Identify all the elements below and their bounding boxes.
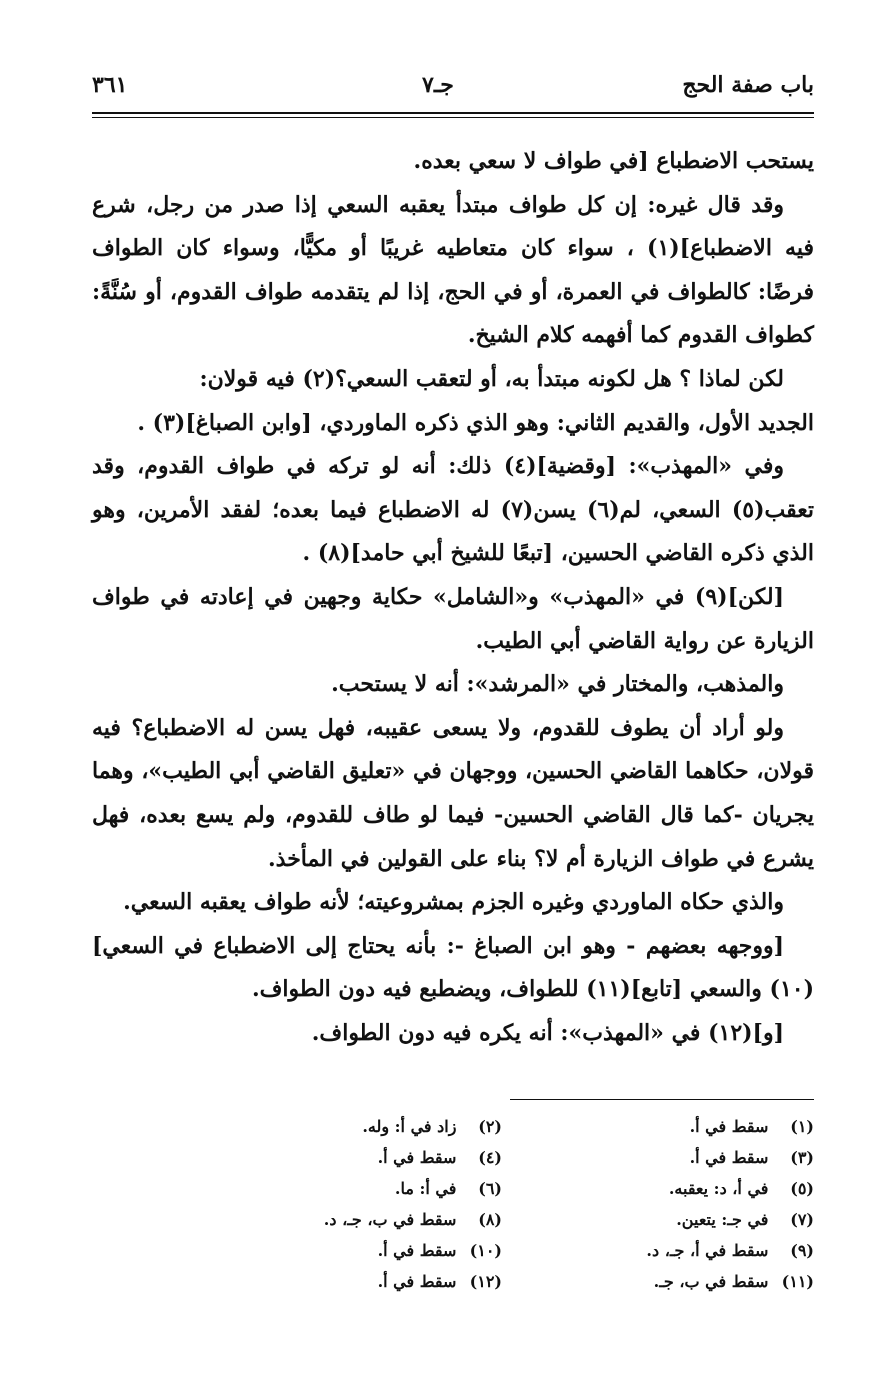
footnotes [190, 1112, 814, 1296]
header-rule-thin [92, 117, 814, 118]
paragraph: ولو أراد أن يطوف للقدوم، ولا يسعى عقيبه، فهل يسن له الاضطباع؟ فيه قولان، حكاهما القاضي الحسين، ووجهان في «تعليق القاضي أبي الطيب»، وهما يجريان -كما قال القاضي الحسين- فيما لو طاف للقدوم، ولم يسع بعده، فهل يشرع في طواف الزيارة أم لا؟ بناء على القولين في المأخذ. [92, 714, 814, 872]
header-rule-thick [92, 112, 814, 114]
footnote-text: في أ: ما. [394, 1179, 457, 1198]
footnote-number: (٦) [478, 1179, 502, 1198]
chapter-title: باب صفة الحج [682, 72, 814, 98]
footnote [190, 1205, 502, 1234]
volume-label: جـ٧ [422, 72, 454, 98]
paragraph: [و](١٢) في «المهذب»: أنه يكره فيه دون الطواف. [311, 1019, 784, 1046]
paragraph: والمذهب، والمختار في «المرشد»: أنه لا يستحب. [331, 671, 784, 698]
paragraph: لكن لماذا ؟ هل لكونه مبتدأ به، أو لتعقب السعي؟(٢) فيه قولان: [199, 365, 784, 392]
footnote-number: (٣) [790, 1148, 814, 1167]
footnote-number: (١١) [781, 1272, 814, 1291]
footnote [502, 1143, 814, 1172]
footnote-text: سقط في ب، جـ. [653, 1272, 769, 1291]
footnote-text: زاد في أ: وله. [362, 1117, 457, 1136]
footnote-number: (٢) [478, 1117, 502, 1136]
footnote-number: (١) [790, 1117, 814, 1136]
footnote-number: (٤) [478, 1148, 502, 1167]
footnote [502, 1236, 814, 1265]
paragraph: يستحب الاضطباع [في طواف لا سعي بعده. [413, 148, 814, 174]
footnote-text: سقط في ب، جـ، د. [323, 1210, 457, 1229]
footnote-separator [510, 1099, 814, 1100]
footnote-number: (١٠) [469, 1241, 502, 1260]
main-text [92, 140, 814, 1055]
footnote [502, 1205, 814, 1234]
footnote [190, 1112, 502, 1141]
footnote-number: (١٢) [469, 1272, 502, 1291]
footnote [190, 1174, 502, 1203]
footnote-text: سقط في أ. [377, 1148, 457, 1167]
paragraph: [لكن](٩) في «المهذب» و«الشامل» حكاية وجهين في إعادته في طواف الزيارة عن رواية القاضي أبي الطيب. [92, 583, 814, 654]
footnote-text: سقط في أ. [377, 1272, 457, 1291]
footnote [190, 1267, 502, 1296]
footnote [502, 1267, 814, 1296]
footnote-number: (٨) [478, 1210, 502, 1229]
footnote-number: (٩) [790, 1241, 814, 1260]
paragraph: الجديد الأول، والقديم الثاني: وهو الذي ذكره الماوردي، [وابن الصباغ](٣) . [137, 409, 814, 436]
footnote-text: في أ، د: يعقبه. [668, 1179, 769, 1198]
paragraph: وفي «المهذب»: [وقضية](٤) ذلك: أنه لو تركه في طواف القدوم، وقد تعقب(٥) السعي، لم(٦) يسن(٧) له الاضطباع فيما بعده؛ لفقد الأمرين، وهو الذي ذكره القاضي الحسين، [تبعًا للشيخ أبي حامد](٨) . [92, 453, 814, 567]
footnote [502, 1112, 814, 1141]
footnote-number: (٥) [790, 1179, 814, 1198]
paragraph: [ووجهه بعضهم - وهو ابن الصباغ -: بأنه يحتاج إلى الاضطباع في السعي](١٠) والسعي [تابع](١١) للطواف، ويضطبع فيه دون الطواف. [92, 932, 814, 1003]
footnote-text: في جـ: يتعين. [676, 1210, 769, 1229]
footnote [190, 1236, 502, 1265]
footnote-text: سقط في أ. [377, 1241, 457, 1260]
paragraph: والذي حكاه الماوردي وغيره الجزم بمشروعيته؛ لأنه طواف يعقبه السعي. [123, 889, 784, 916]
running-header [92, 70, 814, 110]
paragraph: وقد قال غيره: إن كل طواف مبتدأ يعقبه السعي إذا صدر من رجل، شرع فيه الاضطباع](١) ، سواء كان متعاطيه غريبًا أو مكيًّا، وسواء كان الطواف فرضًا: كالطواف في العمرة، أو في الحج، إذا لم يتقدمه طواف القدوم، أو سُنَّةً: كطواف القدوم كما أفهمه كلام الشيخ. [92, 191, 814, 349]
footnote [502, 1174, 814, 1203]
footnote-text: سقط في أ. [689, 1148, 769, 1167]
footnote-number: (٧) [790, 1210, 814, 1229]
footnote [190, 1143, 502, 1172]
footnote-text: سقط في أ، جـ، د. [646, 1241, 769, 1260]
footnote-text: سقط في أ. [689, 1117, 769, 1136]
page-number: ٣٦١ [92, 72, 128, 98]
